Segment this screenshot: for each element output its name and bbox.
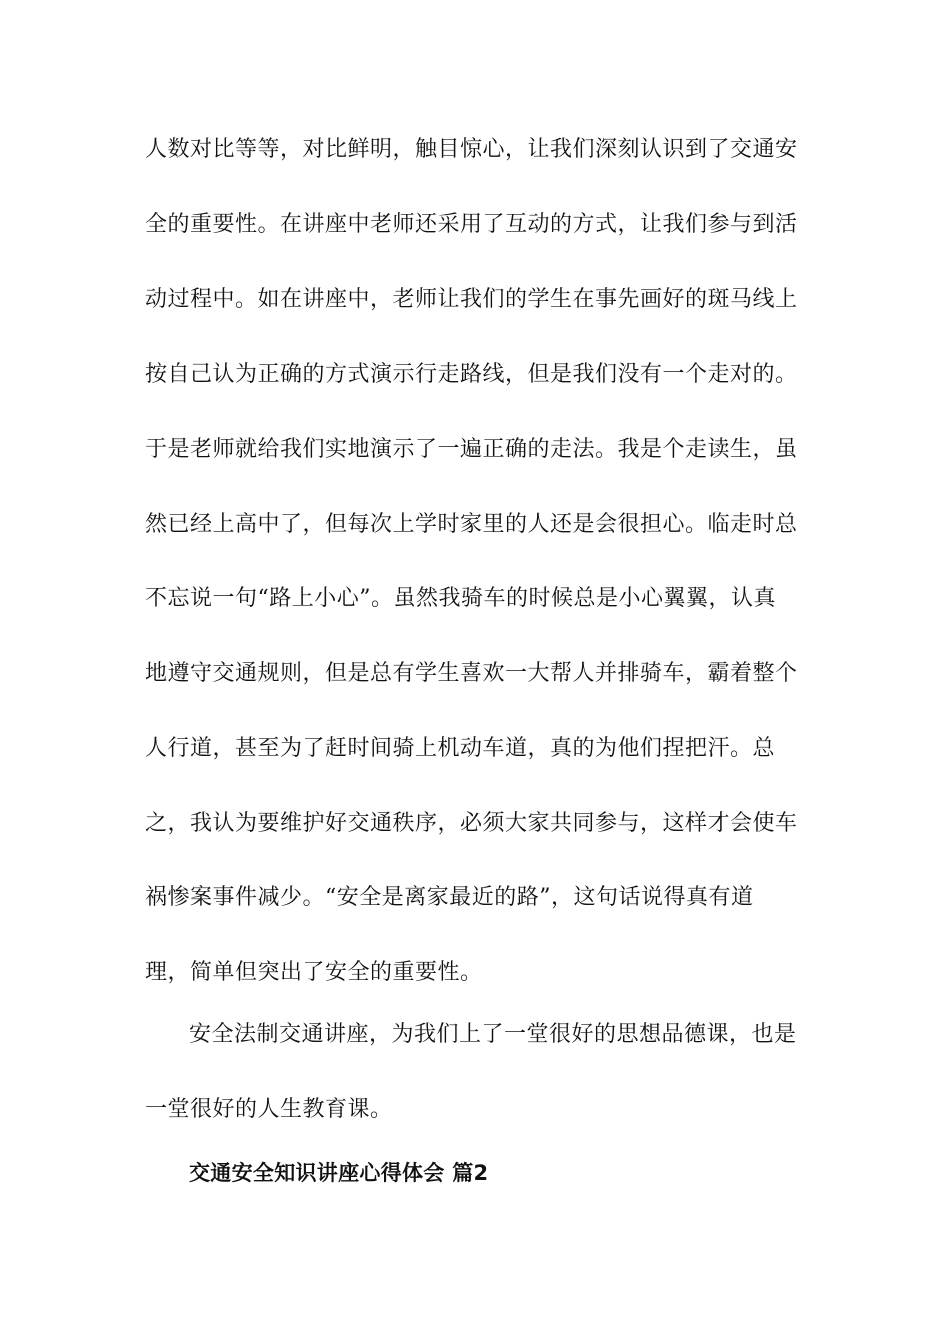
paragraph-1-line-11: 祸惨案事件减少。“安全是离家最近的路”，这句话说得真有道: [145, 885, 754, 910]
paragraph-1-line-3: 动过程中。如在讲座中，老师让我们的学生在事先画好的斑马线上: [145, 287, 798, 312]
paragraph-1-line-10: 之，我认为要维护好交通秩序，必须大家共同参与，这样才会使车: [145, 811, 798, 836]
paragraph-2-line-1: 安全法制交通讲座，为我们上了一堂很好的思想品德课，也是: [189, 1022, 797, 1047]
paragraph-1-line-6: 然已经上高中了，但每次上学时家里的人还是会很担心。临走时总: [145, 512, 798, 537]
section-heading: 交通安全知识讲座心得体会 篇2: [189, 1161, 489, 1185]
paragraph-1-line-7: 不忘说一句“路上小心”。虽然我骑车的时候总是小心翼翼，认真: [145, 586, 776, 611]
paragraph-1-line-2: 全的重要性。在讲座中老师还采用了互动的方式，让我们参与到活: [145, 212, 798, 237]
paragraph-1-line-4: 按自己认为正确的方式演示行走路线，但是我们没有一个走对的。: [145, 362, 798, 387]
paragraph-1-line-8: 地遵守交通规则，但是总有学生喜欢一大帮人并排骑车，霸着整个: [145, 661, 798, 686]
paragraph-1-line-12: 理，简单但突出了安全的重要性。: [145, 960, 483, 985]
paragraph-1-line-9: 人行道，甚至为了赶时间骑上机动车道，真的为他们捏把汗。总: [145, 736, 776, 761]
paragraph-1-line-1: 人数对比等等，对比鲜明，触目惊心，让我们深刻认识到了交通安: [145, 137, 798, 162]
paragraph-1-line-5: 于是老师就给我们实地演示了一遍正确的走法。我是个走读生，虽: [145, 437, 798, 462]
paragraph-2-line-2: 一堂很好的人生教育课。: [145, 1097, 393, 1122]
